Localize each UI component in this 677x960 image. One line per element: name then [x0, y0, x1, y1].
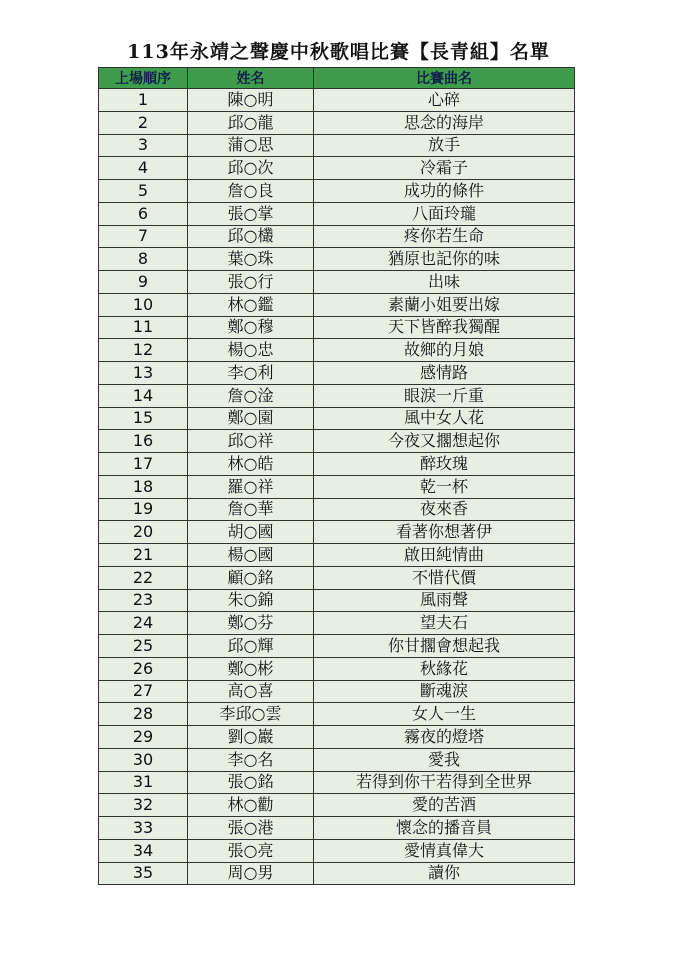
- table-row: [99, 748, 575, 771]
- cell-name: 張○港: [188, 817, 314, 840]
- table-row: [99, 635, 575, 658]
- cell-order: 1: [99, 89, 188, 112]
- table-row: [99, 430, 575, 453]
- cell-name: 林○勸: [188, 794, 314, 817]
- cell-order: 4: [99, 157, 188, 180]
- cell-song: 故鄉的月娘: [314, 339, 575, 362]
- cell-song: 乾一杯: [314, 475, 575, 498]
- table-row: [99, 498, 575, 521]
- cell-name: 朱○錦: [188, 589, 314, 612]
- cell-song: 成功的條件: [314, 180, 575, 203]
- cell-order: 5: [99, 180, 188, 203]
- table-row: [99, 157, 575, 180]
- cell-name: 羅○祥: [188, 475, 314, 498]
- table-row: [99, 362, 575, 385]
- cell-name: 楊○國: [188, 544, 314, 567]
- cell-song: 風雨聲: [314, 589, 575, 612]
- cell-order: 21: [99, 544, 188, 567]
- table-row: [99, 521, 575, 544]
- table-row: [99, 339, 575, 362]
- table-row: [99, 202, 575, 225]
- table-row: [99, 111, 575, 134]
- table-row: [99, 544, 575, 567]
- cell-name: 鄭○彬: [188, 657, 314, 680]
- cell-song: 冷霜子: [314, 157, 575, 180]
- cell-order: 3: [99, 134, 188, 157]
- cell-order: 7: [99, 225, 188, 248]
- cell-name: 李○名: [188, 748, 314, 771]
- cell-name: 邱○輝: [188, 635, 314, 658]
- cell-name: 周○男: [188, 862, 314, 885]
- cell-name: 葉○珠: [188, 248, 314, 271]
- cell-song: 疼你若生命: [314, 225, 575, 248]
- cell-song: 斷魂淚: [314, 680, 575, 703]
- cell-name: 鄭○芬: [188, 612, 314, 635]
- cell-name: 詹○華: [188, 498, 314, 521]
- table-row: [99, 566, 575, 589]
- table-row: [99, 293, 575, 316]
- table-row: [99, 862, 575, 885]
- cell-song: 天下皆醉我獨醒: [314, 316, 575, 339]
- header-row: [99, 68, 575, 89]
- cell-song: 不惜代價: [314, 566, 575, 589]
- table-row: [99, 453, 575, 476]
- cell-name: 顧○銘: [188, 566, 314, 589]
- table-row: [99, 657, 575, 680]
- cell-order: 34: [99, 839, 188, 862]
- cell-song: 醉玫瑰: [314, 453, 575, 476]
- table-row: [99, 134, 575, 157]
- cell-order: 17: [99, 453, 188, 476]
- cell-order: 10: [99, 293, 188, 316]
- table-row: [99, 839, 575, 862]
- cell-name: 張○掌: [188, 202, 314, 225]
- cell-song: 懷念的播音員: [314, 817, 575, 840]
- table-header: [99, 68, 575, 89]
- cell-name: 邱○欉: [188, 225, 314, 248]
- cell-song: 望夫石: [314, 612, 575, 635]
- table-row: [99, 703, 575, 726]
- contestant-table: [98, 67, 575, 885]
- cell-name: 蒲○思: [188, 134, 314, 157]
- cell-order: 19: [99, 498, 188, 521]
- cell-order: 16: [99, 430, 188, 453]
- cell-name: 邱○祥: [188, 430, 314, 453]
- cell-song: 今夜又擱想起你: [314, 430, 575, 453]
- cell-name: 鄭○園: [188, 407, 314, 430]
- cell-name: 張○銘: [188, 771, 314, 794]
- table-row: [99, 726, 575, 749]
- cell-song: 愛情真偉大: [314, 839, 575, 862]
- cell-order: 35: [99, 862, 188, 885]
- cell-song: 讀你: [314, 862, 575, 885]
- cell-song: 心碎: [314, 89, 575, 112]
- cell-name: 詹○淦: [188, 384, 314, 407]
- table-row: [99, 248, 575, 271]
- table-body: [99, 89, 575, 885]
- cell-order: 20: [99, 521, 188, 544]
- table-row: [99, 589, 575, 612]
- cell-order: 31: [99, 771, 188, 794]
- table-row: [99, 407, 575, 430]
- cell-song: 秋緣花: [314, 657, 575, 680]
- cell-name: 陳○明: [188, 89, 314, 112]
- table-row: [99, 771, 575, 794]
- cell-name: 鄭○穆: [188, 316, 314, 339]
- cell-order: 23: [99, 589, 188, 612]
- cell-order: 13: [99, 362, 188, 385]
- cell-song: 女人一生: [314, 703, 575, 726]
- cell-order: 11: [99, 316, 188, 339]
- cell-song: 夜來香: [314, 498, 575, 521]
- cell-order: 6: [99, 202, 188, 225]
- cell-name: 張○亮: [188, 839, 314, 862]
- table-row: [99, 180, 575, 203]
- cell-name: 林○鑑: [188, 293, 314, 316]
- table-row: [99, 794, 575, 817]
- header-name: 姓名: [188, 68, 314, 89]
- cell-name: 邱○龍: [188, 111, 314, 134]
- cell-order: 14: [99, 384, 188, 407]
- cell-song: 你甘擱會想起我: [314, 635, 575, 658]
- table-row: [99, 612, 575, 635]
- cell-order: 25: [99, 635, 188, 658]
- cell-song: 啟田純情曲: [314, 544, 575, 567]
- cell-name: 高○喜: [188, 680, 314, 703]
- header-order: 上場順序: [99, 68, 188, 89]
- cell-order: 22: [99, 566, 188, 589]
- cell-order: 2: [99, 111, 188, 134]
- cell-song: 思念的海岸: [314, 111, 575, 134]
- table-row: [99, 384, 575, 407]
- table-row: [99, 817, 575, 840]
- cell-name: 林○皓: [188, 453, 314, 476]
- cell-order: 18: [99, 475, 188, 498]
- cell-song: 霧夜的燈塔: [314, 726, 575, 749]
- cell-song: 放手: [314, 134, 575, 157]
- cell-song: 眼淚一斤重: [314, 384, 575, 407]
- cell-order: 8: [99, 248, 188, 271]
- cell-song: 八面玲瓏: [314, 202, 575, 225]
- cell-order: 33: [99, 817, 188, 840]
- cell-song: 看著你想著伊: [314, 521, 575, 544]
- cell-song: 若得到你干若得到全世界: [314, 771, 575, 794]
- cell-order: 28: [99, 703, 188, 726]
- table-row: [99, 271, 575, 294]
- cell-name: 李○利: [188, 362, 314, 385]
- cell-song: 素蘭小姐要出嫁: [314, 293, 575, 316]
- cell-name: 張○行: [188, 271, 314, 294]
- cell-order: 30: [99, 748, 188, 771]
- cell-name: 劉○巖: [188, 726, 314, 749]
- cell-order: 29: [99, 726, 188, 749]
- cell-song: 風中女人花: [314, 407, 575, 430]
- page-title: 113年永靖之聲慶中秋歌唱比賽【長青組】名單: [127, 41, 550, 63]
- cell-song: 愛的苦酒: [314, 794, 575, 817]
- table-row: [99, 316, 575, 339]
- cell-name: 詹○良: [188, 180, 314, 203]
- cell-order: 12: [99, 339, 188, 362]
- cell-song: 感情路: [314, 362, 575, 385]
- table-row: [99, 225, 575, 248]
- cell-order: 15: [99, 407, 188, 430]
- cell-order: 27: [99, 680, 188, 703]
- cell-name: 楊○忠: [188, 339, 314, 362]
- cell-order: 26: [99, 657, 188, 680]
- table-row: [99, 89, 575, 112]
- table-row: [99, 475, 575, 498]
- cell-order: 32: [99, 794, 188, 817]
- cell-name: 李邱○雲: [188, 703, 314, 726]
- header-song: 比賽曲名: [314, 68, 575, 89]
- cell-song: 愛我: [314, 748, 575, 771]
- cell-order: 24: [99, 612, 188, 635]
- cell-name: 胡○國: [188, 521, 314, 544]
- cell-order: 9: [99, 271, 188, 294]
- cell-song: 猶原也記你的味: [314, 248, 575, 271]
- cell-name: 邱○次: [188, 157, 314, 180]
- cell-song: 出味: [314, 271, 575, 294]
- table-row: [99, 680, 575, 703]
